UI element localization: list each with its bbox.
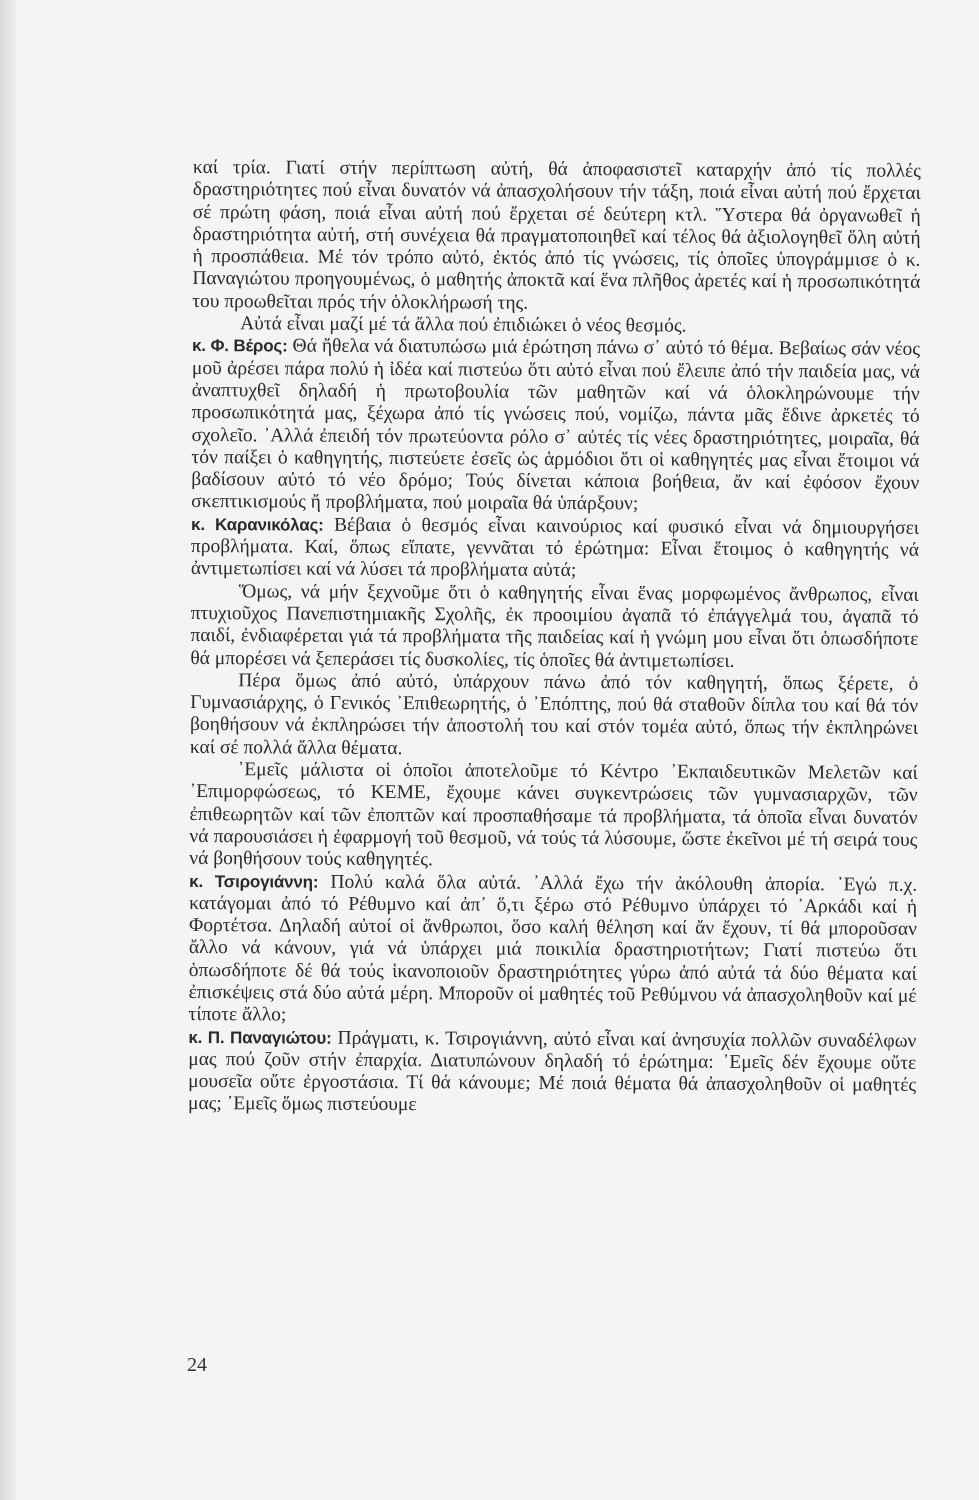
body-text: [188, 157, 921, 1120]
paragraph-8: [188, 870, 917, 1030]
paragraph-9: [188, 1027, 916, 1120]
paragraph-3-text: Θά ἤθελα νά διατυπώσω μιά ἐρώτηση πάνω σ᾽ αὐτό τό θέμα. Βεβαίως σάν νέος μοῦ ἀρέσει πάρα πολύ ἡ ἰδέα καί πιστεύω ὅτι αὐτό εἶναι πού ἔλειπε ἀπό τήν παιδεία μας, νά ἀναπτυχθεῖ δηλαδή ἡ πρωτοβουλία τῶν μαθητῶν καί νά ὁλοκληρώνουμε τήν προσωπικότητά μας, ξέχωρα ἀπό τίς γνώσεις πού, νομίζω, πάντα μᾶς ἔδινε ἀρκετές τό σχολεῖο. ᾽Αλλά ἐπειδή τόν πρωτεύοντα ρόλο σ᾽ αὐτές τίς νέες δραστηριότητες, μοιραῖα, θά τόν παίξει ὁ καθηγητής, πιστεύετε ἐσεῖς ὡς ἁρμόδιοι ὅτι οἱ καθηγητές μας εἶναι ἕτοιμοι νά βαδίσουν αὐτό τό νέο δρόμο; Τούς δίνεται κάποια βοήθεια, ἄν καί ἐφόσον ἔχουν σκεπτικισμούς ἤ προβλήματα, πού μοιραῖα θά ὑπάρξουν;: [191, 335, 921, 515]
paragraph-7-text: ᾽Εμεῖς μάλιστα οἱ ὁποῖοι ἀποτελοῦμε τό Κέντρο ᾽Εκπαιδευτικῶν Μελετῶν καί ᾽Επιμορφώσεως, τό ΚΕΜΕ, ἔχουμε κάνει συγκεντρώσεις τῶν γυμνασιαρχῶν, τῶν ἐπιθεωρητῶν καί τῶν ἐποπτῶν καί προσπαθήσαμε τά προβλήματα, τά ὁποῖα εἶναι δυνατόν νά παρουσιάσει ἡ ἐφαρμογή τοῦ θεσμοῦ, νά τούς τά λύσουμε, ὥστε ἐκεῖνοι μέ τή σειρά τους νά βοηθήσουν τούς καθηγητές.: [189, 759, 918, 871]
paragraph-8-text: Πολύ καλά ὅλα αὐτά. ᾽Αλλά ἔχω τήν ἀκόλουθη ἀπορία. ᾽Εγώ π.χ. κατάγομαι ἀπό τό Ρέθυμνο καί ἀπ᾽ ὅ,τι ξέρω στό Ρέθυμνο ὑπάρχει τό ᾽Αρκάδι καί ἡ Φορτέτσα. Δηλαδή αὐτοί οἱ ἄνθρωποι, ὅσο καλή θέληση καί ἄν ἔχουν, τί θά μποροῦσαν ἄλλο νά κάνουν, γιά νά ὑπάρχει μιά ποικιλία δραστηριοτήτων; Γιατί πιστεύω ὅτι ὁπωσδήποτε δέ θά τούς ἱκανοποιοῦν δραστηριότητες γύρω ἀπό αὐτά τά δύο θέματα καί ἐπισκέψεις στά δύο αὐτά μέρη. Μποροῦν οἱ μαθητές τοῦ Ρεθύμνου νά ἀπασχοληθοῦν καί μέ τίποτε ἄλλο;: [188, 871, 918, 1026]
paragraph-5-text: Ὅμως, νά μήν ξεχνοῦμε ὅτι ὁ καθηγητής εἶναι ἕνας μορφωμένος ἄνθρωπος, εἶναι πτυχιοῦχος Πανεπιστημιακῆς Σχολῆς, ἐκ προοιμίου ἀγαπᾶ τό ἐπάγγελμά του, ἀγαπᾶ τό παιδί, ἐνδιαφέρεται γιά τά προβλήματα τῆς παιδείας καί ἡ γνώμη μου εἶναι ὅτι ὁπωσδήποτε θά μπορέσει νά ξεπεράσει τίς δυσκολίες, τίς ὁποῖες θά ἀντιμετωπίσει.: [190, 580, 919, 672]
speaker-tsirogianni: κ. Τσιρογιάννη:: [189, 871, 319, 892]
page-edge-shadow: [0, 0, 16, 1500]
paragraph-9-text: Πράγματι, κ. Τσιρογιάννη, αὐτό εἶναι καί ἀνησυχία πολλῶν συναδέλφων μας πού ζοῦν στήν ἐπαρχία. Διατυπώνουν δηλαδή τό ἐρώτημα: ᾽Εμεῖς δέν ἔχουμε οὔτε μουσεῖα οὔτε ἐργοστάσια. Τί θά κάνουμε; Μέ ποιά θέματα θά ἀπασχοληθοῦν οἱ μαθητές μας; ᾽Εμεῖς ὅμως πιστεύουμε: [187, 1027, 917, 1116]
paragraph-1: [192, 157, 921, 317]
speaker-karanikolas: κ. Καρανικόλας:: [191, 514, 324, 535]
speaker-panagiotou: κ. Π. Παναγιώτου:: [188, 1027, 332, 1048]
page-number: 24: [187, 1354, 207, 1376]
paragraph-5: [190, 581, 918, 674]
paragraph-6-text: Πέρα ὅμως ἀπό αὐτό, ὑπάρχουν πάνω ἀπό τόν καθηγητή, ὅπως ξέρετε, ὁ Γυμνασιάρχης, ὁ Γενικός ᾽Επιθεωρητής, ὁ ᾽Επόπτης, πού θά σταθοῦν δίπλα του καί θά τόν βοηθήσουν νά ἐκπληρώσει τήν ἀποστολή του καί στόν τομέα αὐτό, ὅπως τήν ἐκπληρώνει καί σέ πολλά ἄλλα θέματα.: [189, 670, 919, 759]
paragraph-2-text: Αὐτά εἶναι μαζί μέ τά ἄλλα πού ἐπιδιώκει ὁ νέος θεσμός.: [240, 313, 687, 337]
paragraph-3: [191, 335, 920, 517]
speaker-veros: κ. Φ. Βέρος:: [191, 336, 288, 356]
paragraph-1-text: καί τρία. Γιατί στήν περίπτωση αὐτή, θά ἀποφασιστεῖ καταρχήν ἀπό τίς πολλές δραστηριότητες πού εἶναι δυνατόν νά ἀπασχολήσουν τήν τάξη, ποιά εἶναι αὐτή πού ἔρχεται σέ πρώτη φάση, ποιά εἶναι αὐτή πού ἔρχεται σέ δεύτερη κτλ. Ὕστερα θά ὀργανωθεῖ ἡ δραστηριότητα αὐτή, στή συνέχεια θά πραγματοποιηθεῖ καί τέλος θά ἀξιολογηθεῖ ὅλη αὐτή ἡ προσπάθεια. Μέ τόν τρόπο αὐτό, ἐκτός ἀπό τίς γνώσεις, τίς ὁποῖες ὑπογράμμισε ὁ κ. Παναγιώτου προηγουμένως, ὁ μαθητής ἀποκτᾶ καί ἕνα πλῆθος ἀρετές καί ἡ προσωπικότητά του προωθεῖται πρός τήν ὁλοκλήρωσή της.: [192, 157, 921, 314]
paragraph-4: [191, 514, 919, 585]
paragraph-4-text: Βέβαια ὁ θεσμός εἶναι καινούριος καί φυσικό εἶναι νά δημιουργήσει προβλήματα. Καί, ὅπως εἴπατε, γεννᾶται τό ἐρώτημα: Εἶναι ἕτοιμος ὁ καθηγητής νά ἀντιμετωπίσει καί νά λύσει τά προβλήματα αὐτά;: [190, 514, 920, 582]
paragraph-6: [190, 670, 918, 763]
paragraph-7: [189, 759, 918, 874]
